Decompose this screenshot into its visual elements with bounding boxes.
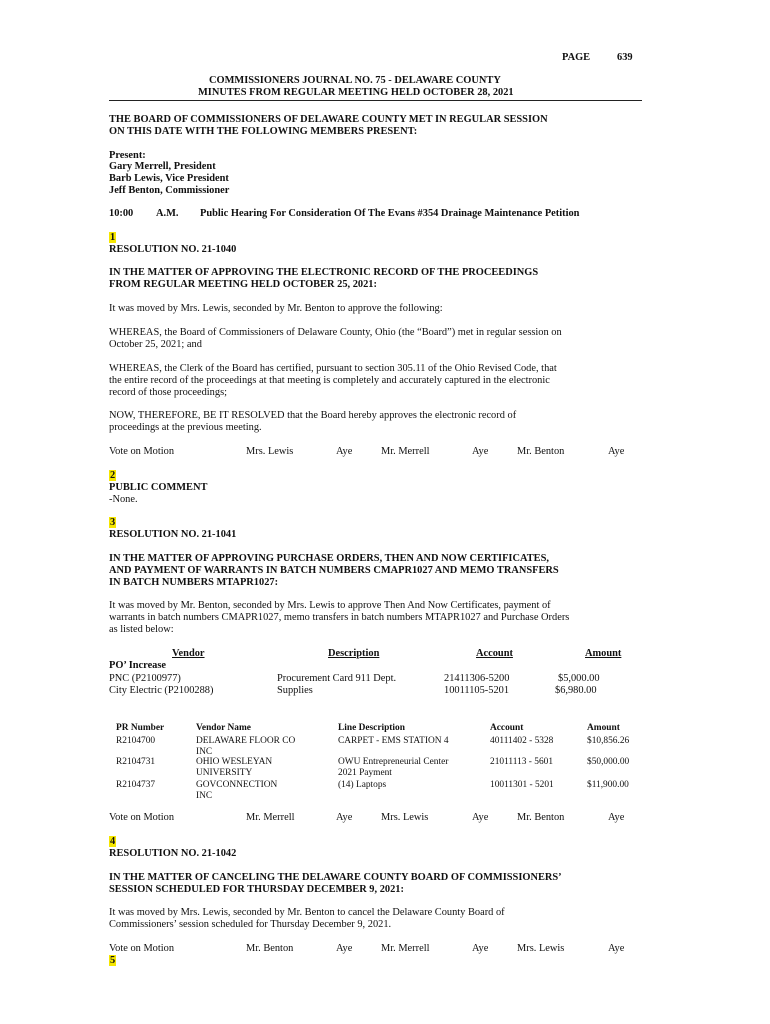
voter-name: Mr. Merrell bbox=[246, 812, 295, 823]
public-comment-body: -None. bbox=[109, 494, 138, 505]
vote-value: Aye bbox=[472, 446, 489, 457]
resolution-title-line: AND PAYMENT OF WARRANTS IN BATCH NUMBERS CMAPR1027 AND MEMO TRANSFERS bbox=[109, 565, 559, 576]
voter-name: Mr. Benton bbox=[246, 943, 294, 954]
pr-header-number: PR Number bbox=[116, 723, 165, 733]
resolution-title-line: IN THE MATTER OF APPROVING PURCHASE ORDERS, THEN AND NOW CERTIFICATES, bbox=[109, 553, 549, 564]
vote-value: Aye bbox=[336, 943, 353, 954]
page-number: 639 bbox=[617, 52, 633, 63]
pr-cell-vendor: OHIO WESLEYAN bbox=[196, 757, 273, 767]
pr-cell-amount: $10,856.26 bbox=[587, 736, 630, 746]
po-header-account: Account bbox=[476, 648, 513, 659]
present-label: Present: bbox=[109, 150, 146, 161]
pr-header-amount: Amount bbox=[587, 723, 620, 733]
po-header-amount: Amount bbox=[585, 648, 622, 659]
po-cell-amount: $5,000.00 bbox=[558, 673, 600, 684]
resolution-number: RESOLUTION NO. 21-1040 bbox=[109, 244, 237, 255]
voter-name: Mr. Merrell bbox=[381, 446, 430, 457]
pr-cell-vendor: DELAWARE FLOOR CO bbox=[196, 736, 296, 746]
resolution-number: RESOLUTION NO. 21-1041 bbox=[109, 529, 237, 540]
item-number-4: 4 bbox=[110, 836, 116, 847]
resolution-title-line: FROM REGULAR MEETING HELD OCTOBER 25, 2021: bbox=[109, 279, 377, 290]
voter-name: Mr. Merrell bbox=[381, 943, 430, 954]
member-president: Gary Merrell, President bbox=[109, 161, 216, 172]
vote-label: Vote on Motion bbox=[109, 812, 175, 823]
voter-name: Mr. Benton bbox=[517, 812, 565, 823]
vote-row bbox=[0, 812, 770, 826]
resolution-title-line: IN THE MATTER OF CANCELING THE DELAWARE COUNTY BOARD OF COMMISSIONERS’ bbox=[109, 872, 562, 883]
pr-cell-amount: $11,900.00 bbox=[587, 780, 629, 790]
pr-cell-vendor: INC bbox=[196, 791, 213, 801]
pr-cell-amount: $50,000.00 bbox=[587, 757, 630, 767]
journal-title: COMMISSIONERS JOURNAL NO. 75 - DELAWARE COUNTY bbox=[209, 75, 501, 86]
pr-cell-vendor: INC bbox=[196, 747, 213, 757]
voter-name: Mr. Benton bbox=[517, 446, 565, 457]
pr-cell-vendor: UNIVERSITY bbox=[196, 768, 253, 778]
item-number-3: 3 bbox=[110, 517, 116, 528]
member-vice-president: Barb Lewis, Vice President bbox=[109, 173, 229, 184]
pr-cell-number: R2104737 bbox=[116, 780, 156, 790]
pr-cell-account: 10011301 - 5201 bbox=[490, 780, 554, 790]
hearing-title: Public Hearing For Consideration Of The Evans #354 Drainage Maintenance Petition bbox=[200, 208, 580, 219]
hearing-ampm: A.M. bbox=[156, 208, 179, 219]
minutes-title: MINUTES FROM REGULAR MEETING HELD OCTOBER 28, 2021 bbox=[198, 87, 514, 98]
page-label: PAGE bbox=[562, 52, 591, 63]
hearing-time: 10:00 bbox=[109, 208, 134, 219]
vote-value: Aye bbox=[608, 812, 625, 823]
item-number-1: 1 bbox=[110, 232, 116, 243]
pr-table bbox=[0, 723, 770, 805]
motion-text: warrants in batch numbers CMAPR1027, memo transfers in batch numbers MTAPR1027 and Purchase Orders bbox=[109, 612, 570, 623]
vote-label: Vote on Motion bbox=[109, 446, 175, 457]
po-cell-account: 21411306-5200 bbox=[444, 673, 510, 684]
po-table bbox=[0, 648, 770, 700]
member-commissioner: Jeff Benton, Commissioner bbox=[109, 185, 230, 196]
item-number-2: 2 bbox=[110, 470, 116, 481]
vote-value: Aye bbox=[472, 812, 489, 823]
voter-name: Mrs. Lewis bbox=[517, 943, 565, 954]
po-cell-vendor: City Electric (P2100288) bbox=[109, 685, 214, 696]
intro-line-2: ON THIS DATE WITH THE FOLLOWING MEMBERS PRESENT: bbox=[109, 126, 418, 137]
pr-cell-description: (14) Laptops bbox=[338, 780, 387, 790]
motion-text: It was moved by Mr. Benton, seconded by Mrs. Lewis to approve Then And Now Certificates, payment of bbox=[109, 600, 551, 611]
pr-cell-description: 2021 Payment bbox=[338, 768, 392, 778]
motion-text: as listed below: bbox=[109, 624, 174, 635]
po-header-vendor: Vendor bbox=[172, 648, 205, 659]
resolution-title-line: IN THE MATTER OF APPROVING THE ELECTRONIC RECORD OF THE PROCEEDINGS bbox=[109, 267, 539, 278]
po-header-description: Description bbox=[328, 648, 380, 659]
header-rule bbox=[109, 100, 642, 101]
pr-cell-number: R2104700 bbox=[116, 736, 156, 746]
pr-header-vendor: Vendor Name bbox=[196, 723, 251, 733]
po-cell-description: Procurement Card 911 Dept. bbox=[277, 673, 397, 684]
motion-text: It was moved by Mrs. Lewis, seconded by Mr. Benton to cancel the Delaware County Board of bbox=[109, 907, 505, 918]
voter-name: Mrs. Lewis bbox=[246, 446, 294, 457]
intro-line-1: THE BOARD OF COMMISSIONERS OF DELAWARE COUNTY MET IN REGULAR SESSION bbox=[109, 114, 548, 125]
resolution-number: RESOLUTION NO. 21-1042 bbox=[109, 848, 237, 859]
po-cell-amount: $6,980.00 bbox=[555, 685, 597, 696]
whereas-text: the entire record of the proceedings at that meeting is completely and accurately captured in the electronic bbox=[109, 375, 550, 386]
vote-value: Aye bbox=[608, 446, 625, 457]
pr-cell-description: OWU Entrepreneurial Center bbox=[338, 757, 449, 767]
pr-cell-number: R2104731 bbox=[116, 757, 156, 767]
pr-cell-account: 21011113 - 5601 bbox=[490, 757, 554, 767]
public-comment-title: PUBLIC COMMENT bbox=[109, 482, 208, 493]
motion-text: It was moved by Mrs. Lewis, seconded by Mr. Benton to approve the following: bbox=[109, 303, 443, 314]
vote-value: Aye bbox=[336, 812, 353, 823]
whereas-text: record of those proceedings; bbox=[109, 387, 228, 398]
motion-text: Commissioners’ session scheduled for Thursday December 9, 2021. bbox=[109, 919, 392, 930]
pr-cell-description: CARPET - EMS STATION 4 bbox=[338, 736, 449, 746]
po-cell-description: Supplies bbox=[277, 685, 313, 696]
pr-header-account: Account bbox=[490, 723, 524, 733]
resolution-title-line: SESSION SCHEDULED FOR THURSDAY DECEMBER 9, 2021: bbox=[109, 884, 404, 895]
vote-value: Aye bbox=[472, 943, 489, 954]
whereas-text: October 25, 2021; and bbox=[109, 339, 202, 350]
voter-name: Mrs. Lewis bbox=[381, 812, 429, 823]
pr-header-description: Line Description bbox=[338, 723, 405, 733]
vote-label: Vote on Motion bbox=[109, 943, 175, 954]
resolution-title-line: IN BATCH NUMBERS MTAPR1027: bbox=[109, 577, 279, 588]
whereas-text: WHEREAS, the Board of Commissioners of Delaware County, Ohio (the “Board”) met in regular session on bbox=[109, 327, 562, 338]
vote-value: Aye bbox=[336, 446, 353, 457]
resolved-text: proceedings at the previous meeting. bbox=[109, 422, 262, 433]
pr-cell-vendor: GOVCONNECTION bbox=[196, 780, 278, 790]
whereas-text: WHEREAS, the Clerk of the Board has certified, pursuant to section 305.11 of the Ohio Revised Code, that bbox=[109, 363, 557, 374]
po-section-label: PO’ Increase bbox=[109, 660, 167, 671]
po-cell-vendor: PNC (P2100977) bbox=[109, 673, 181, 684]
vote-row bbox=[0, 446, 770, 460]
pr-cell-account: 40111402 - 5328 bbox=[490, 736, 554, 746]
item-number-5: 5 bbox=[110, 955, 116, 966]
po-cell-account: 10011105-5201 bbox=[444, 685, 510, 696]
resolved-text: NOW, THEREFORE, BE IT RESOLVED that the Board hereby approves the electronic record of bbox=[109, 410, 517, 421]
vote-value: Aye bbox=[608, 943, 625, 954]
